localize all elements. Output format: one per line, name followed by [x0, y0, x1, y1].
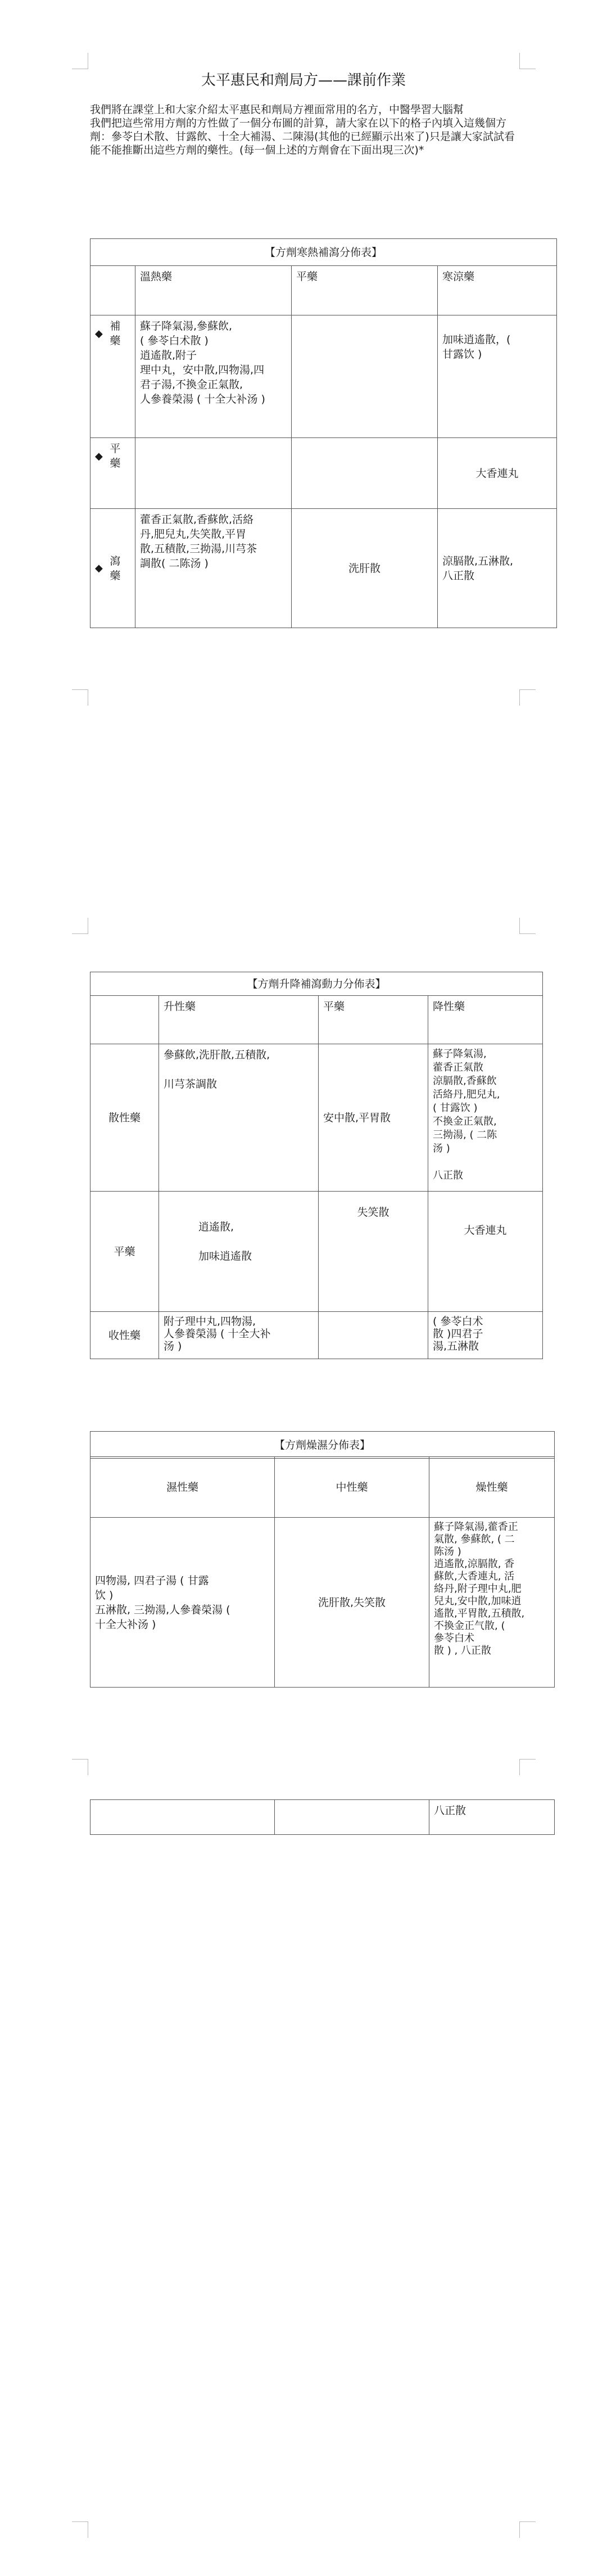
column-header: 平藥 — [292, 266, 438, 315]
table-cell: 洗肝散 — [292, 509, 438, 628]
table-cell: 洗肝散,失笑散 — [275, 1518, 429, 1688]
crop-mark — [519, 2521, 536, 2538]
column-header: 燥性藥 — [429, 1457, 555, 1518]
intro-text — [90, 103, 517, 157]
column-header: 升性藥 — [159, 996, 319, 1044]
crop-mark — [519, 1759, 536, 1775]
row-label — [90, 315, 135, 438]
row-label-text: 補藥 — [110, 320, 121, 347]
table-caption: 【方劑寒熱補瀉分佈表】 — [90, 239, 557, 266]
table-cell — [292, 438, 438, 509]
table-cell — [90, 1800, 275, 1835]
row-label — [90, 509, 135, 628]
table-cell: 大香連丸 — [428, 1192, 543, 1312]
table-cell: 參蘇飲,洗肝散,五積散, 川芎茶調散 — [159, 1044, 319, 1192]
table-cell: 大香連丸 — [438, 438, 557, 509]
page-3 — [0, 1456, 607, 2576]
table-dry-wet-body — [90, 1456, 555, 1688]
table-cell: 附子理中丸,四物湯, 人參養榮湯 ( 十全大补 汤 ) — [159, 1312, 319, 1359]
crop-mark — [519, 689, 536, 706]
table-cell — [319, 1312, 428, 1359]
crop-mark — [72, 53, 88, 69]
column-header: 平藥 — [319, 996, 428, 1044]
diamond-bullet-icon: ◆ — [95, 562, 103, 574]
table-cell: 藿香正氣散,香蘇飲,活絡 丹,肥兒丸,失笑散,平胃 散,五積散,三拗湯,川芎茶 調散( 二陈汤 ) — [135, 509, 292, 628]
column-header: 溫熱藥 — [135, 266, 292, 315]
intro-line: 我們將在課堂上和大家介紹太平惠民和劑局方裡面常用的名方，中醫學習大腦幫 — [90, 103, 464, 116]
table-caption: 【方劑燥濕分佈表】 — [90, 1432, 555, 1459]
crop-mark — [519, 918, 536, 934]
table-cell — [135, 438, 292, 509]
column-header: 中性藥 — [275, 1457, 429, 1518]
table-cell: 安中散,平胃散 — [319, 1044, 428, 1192]
table-cell: 逍遙散, 加味逍遙散 — [159, 1192, 319, 1312]
table-cell — [292, 315, 438, 438]
table-cell: 蘇子降氣湯, 藿香正氣散 涼膈散,香蘇飲 活絡丹,肥兒丸, ( 甘露饮 ) 不換金正氣散, 三拗湯, ( 二陈 汤 ) 八正散 — [428, 1044, 543, 1192]
column-header: 寒涼藥 — [438, 266, 557, 315]
row-label: 散性藥 — [90, 1044, 159, 1192]
page-title: 太平惠民和劑局方——課前作業 — [201, 72, 406, 89]
crop-mark — [519, 53, 536, 69]
table-cell: 蘇子降氣湯,參蘇飲, ( 參苓白术散 ) 逍遙散,附子 理中丸，安中散,四物湯,四 君子湯,不換金正氣散, 人參養榮湯 ( 十全大补汤 ) — [135, 315, 292, 438]
table-cell: 蘇子降氣湯,藿香正 氣散, 參蘇飲, ( 二 陈汤 ) 逍遙散,涼膈散, 香 蘇飲,大香連丸, 活 絡丹,附子理中丸,肥 兒丸,安中散,加味逍 遙散,平胃散,五積散, 不換金正气散, ( 參苓白术 散 ) , 八正散 — [429, 1518, 555, 1688]
diamond-bullet-icon: ◆ — [95, 450, 103, 462]
crop-mark — [72, 689, 88, 706]
row-label: 平藥 — [90, 1192, 159, 1312]
intro-line: 我們把這些常用方劑的方性做了一個分布圖的計算，請大家在以下的格子內填入這幾個方劑：參苓白术散、甘露飲、十全大補湯、二陳湯(其他的已經顯示出來了)只是讓大家試試看能不能推斷出這些方劑的藥性。(每一個上述的方劑會在下面出現三次)* — [90, 117, 515, 156]
table-cell: 加味逍遙散，( 甘露饮 ) — [438, 315, 557, 438]
table-caption: 【方劑升降補瀉動力分佈表】 — [90, 972, 543, 996]
crop-mark — [72, 1759, 88, 1775]
row-label — [90, 438, 135, 509]
table-dry-wet-continuation — [90, 1799, 555, 1835]
table-corner — [90, 996, 159, 1044]
table-cell: 八正散 — [429, 1800, 555, 1835]
column-header: 濕性藥 — [90, 1457, 275, 1518]
crop-mark — [72, 918, 88, 934]
row-label-text: 瀉藥 — [110, 554, 121, 582]
table-cell: ( 參苓白术 散 )四君子 湯,五淋散 — [428, 1312, 543, 1359]
table-corner — [90, 266, 135, 315]
page-2 — [0, 742, 607, 1456]
row-label: 收性藥 — [90, 1312, 159, 1359]
crop-mark — [72, 2521, 88, 2538]
table-cell: 失笑散 — [319, 1192, 428, 1312]
diamond-bullet-icon: ◆ — [95, 327, 103, 340]
table-cell: 涼膈散,五淋散, 八正散 — [438, 509, 557, 628]
row-label-text: 平藥 — [110, 443, 121, 470]
column-header: 降性藥 — [428, 996, 543, 1044]
table-cold-heat — [90, 238, 557, 628]
table-ascend-descend — [90, 972, 543, 1359]
table-dry-wet — [90, 1431, 555, 1459]
page-1 — [0, 0, 607, 731]
table-cell: 四物湯, 四君子湯 ( 甘露 饮 ) 五淋散, 三拗湯,人參養榮湯 ( 十全大补汤 ) — [90, 1518, 275, 1688]
table-cell — [275, 1800, 429, 1835]
